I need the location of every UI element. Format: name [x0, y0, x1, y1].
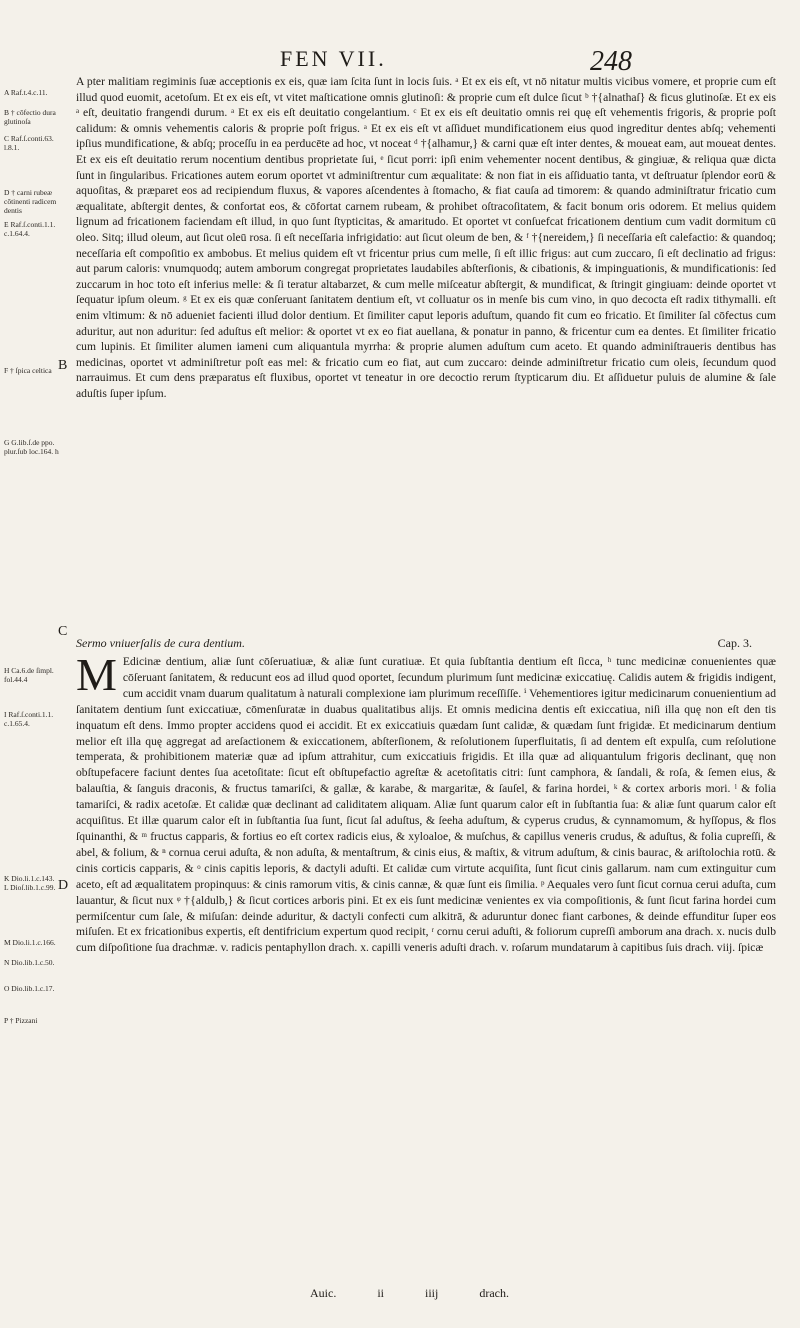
chapter-title: Sermo vniuerſalis de cura dentium. — [76, 636, 245, 650]
body-text — [76, 74, 776, 401]
margin-note: P † Pizzani — [4, 1016, 38, 1025]
margin-note: K Dio.li.1.c.143. L Dioſ.lib.1.c.99. — [4, 874, 56, 892]
margin-note: A Raf.t.4.c.11. — [4, 88, 48, 97]
page-number: 248 — [590, 46, 632, 77]
chapter-paragraph: Edicinæ dentium, aliæ ſunt cōſeruatiuæ, & aliæ ſunt curatiuæ. Et quia ſubſtantia dentium eſt ſicca, ʰ tunc medicinæ conuenientes quæ cōſeruant ſanitatem, & reducunt eos ad illud quod oportet, ſecundum plurimum ſunt medicinæ exiccatiuę. Calidis autem & frigidis indigent, cum accidit vnam duarum qualitatum à naturali complexione iam plurimum receſſiſſe. ⁱ Vehementiores igitur medicinarum conuenientium ad ſanitatem dentium ſunt exiccatiuæ, cōmenſuratæ in duabus qualitatibus alijs. Et omnis medicina dentis eſt exiccatiua, niſi illa quę non eſt den tis inquatum eſt dens. Immo propter accidens quod ei accidit. Et ex exiccatiuis quædam ſunt calidæ, & quædam ſunt frigidæ. Et medicinarum dentium melior eſt illa quę aggregat ad areſactionem & exiccationem, abſterſionem, & reſolutionem ſuperfluitatis, ſi ad dentem eſt expulſa, cum reſolutione temperata, & prohibitionem materiæ quæ ad ipſum attrahitur, cum exiccatiuis frigidis. Et illa quæ ad aliquantulum frigoris declinant, quę non obſtupefacere faciunt dentes ſua acetoſitate: ſicut eſt obſtupefactio agreſtæ & acetoſitatis citri: ſunt camphora, & ſandali, & roſa, & ſemen eius, & balauſtia, & ſanguis draconis, & fructus tamariſci, & gallæ, & karabe, & margaritæ, & ſauſel, & farina hordei, ᵏ & cortex arboris mori. ˡ & folia tamariſci, & radix acetoſæ. Et calidæ quæ declinant ad caliditatem aliquam. Aliæ ſunt quarum calor eſt in ſubſtantia ſua: & aliæ ſunt quarum calor eſt acquiſitus. Et illæ quarum calor eſt in ſubſtantia ſua ſunt, ſicut ſal aduſtus, & ſeeha aduſtum, & cyperus crudus, & cynnamomum, & hyſſopus, & flos ſquinanthi, & ᵐ fructus capparis, & fortius eo eſt cortex radicis eius, & xyloaloe, & muſchus, & capillus veneris crudus, & aduſtus, & folia cupreſſi, & abel, & folium, & ⁿ cornua cerui aduſta, & non aduſta, & mentaſtrum, & cinis eius, & maſtix, & vitrum aduſtum, & cinis baurac, & ariſtolochia rotū. & cinis corticis capparis, & ᵒ cinis capitis leporis, & dactyli aduſti. Et calidæ cum virtute acquiſita, ſunt ſicut cinis gallarum. nam cum extinguitur cum aceto, eſt ad æqualitatem propinquus: & cinis ramorum vitis, & cinis cannæ, & quæ ſunt eis ſimilia. ᵖ Aequales vero ſunt ſicut cornua cerui aduſta, cum lauantur, & ſicut nux ᵠ †{aldulb,} & ſicut cortices arboris pini. Et ex eis ſunt medicinæ venientes ex via compoſitionis, & ſunt ſicut farina hordei cum permiſcentur cum ſale, & miſuſan: deinde aduritur, & dactyli confecti cum alkitrā, & aduruntur donec fiant carbones, & deinde effunditur ſuper eos miſuſen. Et ex fricationibus expertis, eſt dentifricium expertum quod recipit, ʳ cornu cerui aduſti, & foliorum cupreſſi amborum ana drach. x. nucis dulb cum diſpoſitione ſua drachmæ. v. radicis pentaphyllon drach. x. capilli veneris aduſti drach. v. roſarum mundatarum à capitibus ſuis drach. viij. ſpicæ — [76, 655, 776, 955]
section-letter: D — [58, 878, 69, 893]
drop-cap: M — [76, 649, 117, 700]
chapter-text — [76, 649, 776, 956]
section-letter: C — [58, 624, 68, 639]
running-head: FEN VII. — [280, 46, 387, 71]
next-word: drach. — [479, 1286, 509, 1300]
body-paragraph: A pter malitiam regiminis ſuæ acceptionis ex eis, quæ iam ſcita ſunt in locis ſuis. ᵃ Et ex eis eſt, vt nō nitatur multis vicibus vomere, et proprie cum eſt illud quod euomit, acetoſum. Et ex eis eſt, vt vitet maſticatione omnis glutinoſi: & proprie cum eſt dulce ſicut ᵇ †{alnathaſ} & ficus glutinoſæ. Et ex eis ᵃ eſt, deuitatio frangendi durum. ᵃ Et ex eis eſt deuitatio congelantium. ᶜ Et ex eis eſt deuitatio omnis rei quę eſt vehementis frigoris, & proprie poſt calidum: & omnis vehementis caloris & proprie poſt frigus. ᵃ Et ex eis eſt vt aſſiduet mundificationem eius quod ingreditur dentes abſq; vehementi ipſius mundificatione, & abſq; proceſſu in ea perducēte ad hoc, vt noceat ᵈ †{alhamur,} & carni quæ eſt inter dentes, & moueat eam, aut moueat dentes. Et ex eis eſt deuitatio rerum nocentium dentibus proprietate ſui, ᵉ ſicut porri: ipſi enim vehementer nocent dentibus, & gingiuæ, & reliqua quæ dicta ſunt in ſingularibus. Fricationes autem eorum oportet vt adminiſtrentur cum æqualitate: & non fiat in eis aſſiduatio tanta, vt deſtruatur ſplendor eorū & aquoſitas, & præparet eos ad recipiendum fluxus, & vapores aſcendentes à ſtomacho, & fiat cauſa ad timorem: & quando adminiſtratur fricatio cum æqualitate, abſtergit dentes, & confortat eos, & cōfortat carnem rubeam, & prohibet oſtracoſitatem, & facit bonum oris odorem. Et melius quidem lignum ad fricationem faciendam eſt illud, in quo ſunt ſtypticitas, & amaritudo. Et oportet vt conſuefcat fricationem dentium cum vadit dormitum cū oleo. Sitq; illud oleum, aut ſicut oleū rosa. ſi eſt neceſſaria infrigidatio: aut ſicut oleum de ben, & ᶠ †{nereidem,} ſi neceſſaria eſt calefactio: & quandoq; neceſſaria eſt compoſitio ex ambobus. Et melius quidem eſt vt fricentur prius cum melle, ſi eſt illic frigus: aut cum zuccaro, ſi eſt declinatio ad frigus: aut parum caloris: vnumquodq; autem amborum congregat proprietates laudabiles abſterſionis, & cibationis, & impinguationis, & mundificationis: ſed zuccarum in hoc toto eſt inferius melle: & ſi teratur altabarzet, & cum melle miſceatur abſtergit, & mundificat, & ſtringit gingiuam: deinde oportet vt ſequatur ipſum oleum. ᵍ Et ex eis quæ conſeruant ſanitatem dentium eſt, vt colluatur os in menſe bis cum vino, in quo decocta eſt radix tithymalli. eſt enim vltimum: & nō adueniet facienti illud dolor dentium. Et ſimiliter caput leporis aduſtum, quando fit cum eo fricatio. Et ſimiliter ſal cōfectus cum aduritur, aut non aduritur: ſed aduſtus eſt melior: & oportet vt ex eo fiat auellana, & ponatur in panno, & fricentur cum ea dentes. Et ſimiliter fricatio cum lupinis. Et ſimiliter alumen iameni cum aliquantula myrrha: & proprie alumen aduſtum cum aceto. Et quando adminiſtraueris dentibus has medicinas, oportet vt adminiſtretur poſt eas mel: & fricatio cum eo fiat, aut cum zuccaro: deinde adminiſtretur fricatio cum oleis, ſecundum quod narrauimus. Et cum dens præparatus eſt fluxibus, oportet vt teneatur in ore decoctio rerum ſtypticarum diu. Et aſſiduetur puluis de alumine & ſale aduſtis ſuper ipſum. — [76, 75, 776, 400]
page-footer — [310, 1286, 710, 1301]
catchword-label: Auic. — [310, 1286, 337, 1300]
chapter-heading — [76, 636, 776, 651]
margin-note: G G.lib.ſ.de ppo. plur.ſub loc.164. h — [4, 438, 59, 456]
margin-note: O Dio.lib.1.c.17. — [4, 984, 55, 993]
margin-note: H Ca.6.de ſimpl. fol.44.4 — [4, 666, 54, 684]
margin-note: C Raf.ſ.conti.63. l.8.1. — [4, 134, 54, 152]
margin-note: I Raf.ſ.conti.1.1. c.1.65.4. — [4, 710, 54, 728]
margin-note: D † carni rubeæ cōtinenti radicem dentis — [4, 188, 57, 215]
margin-note: B † cōfectio dura glutinoſa — [4, 108, 56, 126]
section-letter: B — [58, 358, 68, 373]
margin-note: M Dio.li.1.c.166. — [4, 938, 56, 947]
chapter-number: Cap. 3. — [717, 636, 752, 650]
signature-mark: iiij — [425, 1286, 439, 1300]
signature-mark: ii — [377, 1286, 384, 1300]
margin-note: E Raf.ſ.conti.1.1. c.1.64.4. — [4, 220, 56, 238]
margin-note: N Dio.lib.1.c.50. — [4, 958, 55, 967]
margin-note: F † ſpica celtica — [4, 366, 52, 375]
